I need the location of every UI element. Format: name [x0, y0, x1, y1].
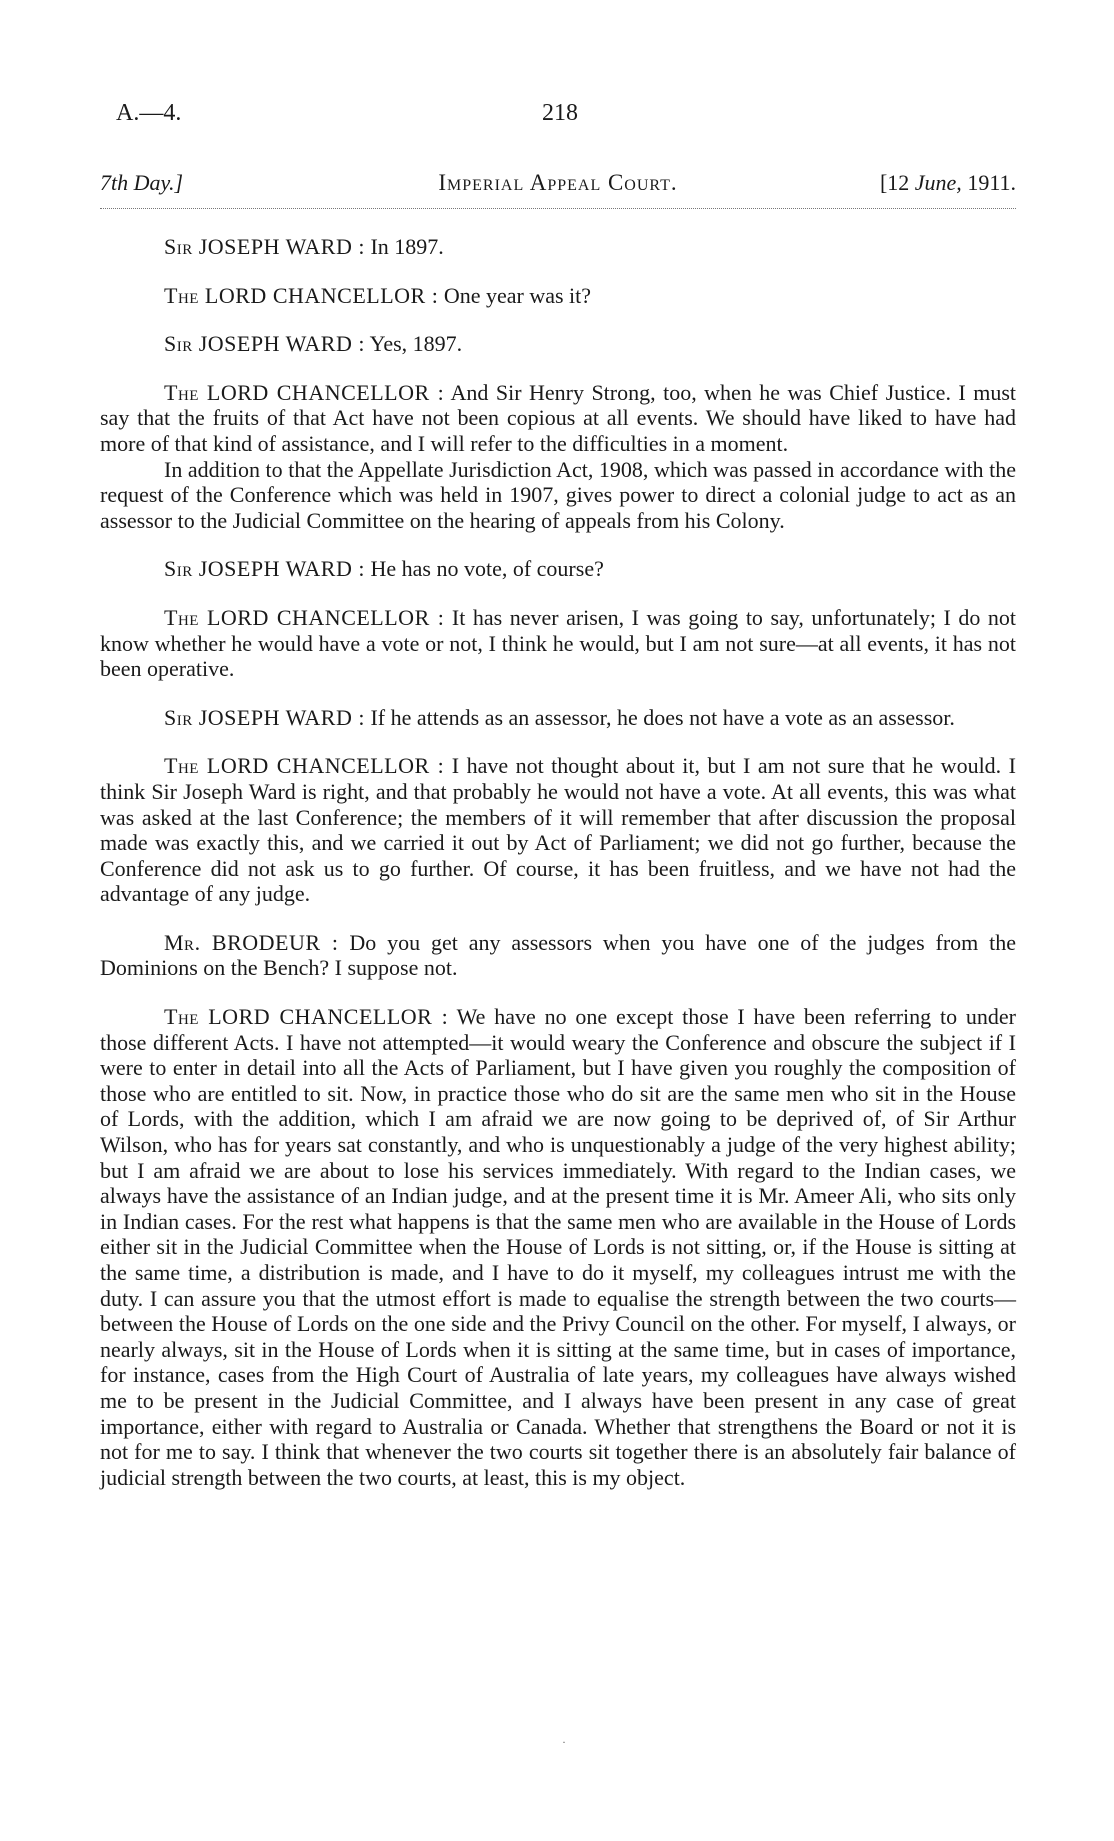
transcript-paragraph	[100, 380, 1016, 457]
paragraph-text: Yes, 1897.	[364, 331, 463, 357]
transcript-paragraph	[100, 556, 1016, 582]
running-head-date	[880, 170, 1016, 196]
speaker-name: Sir JOSEPH WARD :	[164, 234, 365, 259]
paragraph-text: We have no one except those I have been referring to under those different Acts. I have not attempted—it would weary the Conference and obscure the subject if I were to enter in detail into all the Acts of Parliament, but I have given you roughly the composition of those who are entitled to sit. Now, in practice those who do sit are the same men who sit in the House of Lords, with the addition, which I am afraid we are now going to be deprived of, of Sir Arthur Wilson, who has for years sat constantly, and who is unquestionably a judge of the very highest ability; but I am afraid we are about to lose his services immediately. With regard to the Indian cases, we always have the assistance of an Indian judge, and at the present time it is Mr. Ameer Ali, who sits only in Indian cases. For the rest what happens is that the same men who are available in the House of Lords either sit in the Judicial Committee when the House of Lords is not sitting, or, if the House is sitting at the same time, a distribution is made, and I have to do it myself, my colleagues intrust me with the duty. I can assure you that the utmost effort is made to equalise the strength between the two courts—between the House of Lords on the one side and the Privy Council on the other. For myself, I always, or nearly always, sit in the House of Lords when it is sitting at the same time, but in cases of importance, for instance, cases from the High Court of Australia of late years, my colleagues have always wished me to be present in the Judicial Committee, and I always have been present in any case of great importance, either with regard to Australia or Canada. Whether that strengthens the Board or not it is not for me to say. I think that whenever the two courts sit together there is an absolutely fair balance of judicial strength between the two courts, at least, this is my object.	[100, 1004, 1016, 1490]
paragraph-text: In 1897.	[364, 234, 444, 259]
header-rule	[100, 208, 1016, 209]
paragraph-text: It has never arisen, I was going to say, unfortunately; I do not know whether he would have a vote or not, I think he would, but I am not sure—at all events, it has not been operative.	[100, 604, 1016, 682]
paragraph-text: One year was it?	[438, 282, 592, 308]
paragraph-text: If he attends as an assessor, he does not have a vote as an assessor.	[364, 704, 955, 730]
transcript-paragraph	[100, 1004, 1016, 1490]
transcript-body	[100, 234, 1016, 1490]
transcript-paragraph	[100, 705, 1016, 731]
page-top-line	[116, 100, 1004, 132]
transcript-paragraph	[100, 457, 1016, 534]
date-month: June,	[914, 170, 962, 195]
transcript-paragraph	[100, 753, 1016, 907]
date-year: 1911.	[961, 170, 1016, 195]
speaker-name: The LORD CHANCELLOR :	[164, 753, 445, 779]
running-head-day: 7th Day.]	[100, 170, 184, 195]
transcript-paragraph	[100, 605, 1016, 682]
speaker-name: The LORD CHANCELLOR :	[164, 604, 445, 630]
paragraph-text: And Sir Henry Strong, too, when he was Chief Justice. I must say that the fruits of that Act have not been copious at all events. We should have liked to have had more of that kind of assistance, and I will refer to the difficulties in a moment.	[100, 379, 1016, 456]
transcript-paragraph	[100, 930, 1016, 981]
running-head	[100, 170, 1016, 206]
speaker-name: The LORD CHANCELLOR :	[164, 379, 445, 405]
transcript-paragraph	[100, 331, 1016, 357]
speaker-name: The LORD CHANCELLOR :	[164, 282, 439, 308]
speaker-name: The LORD CHANCELLOR :	[164, 1004, 449, 1030]
transcript-paragraph	[100, 234, 1016, 260]
document-reference: A.—4.	[116, 100, 182, 126]
speaker-name: Sir JOSEPH WARD :	[164, 331, 365, 357]
speaker-name: Sir JOSEPH WARD :	[164, 704, 365, 730]
date-bracket: [12	[879, 170, 915, 195]
speaker-name: Sir JOSEPH WARD :	[164, 556, 365, 582]
footer-mark: ·	[562, 1735, 566, 1749]
paragraph-text: I have not thought about it, but I am not sure that he would. I think Sir Joseph Ward is right, and that probably he would not have a vote. At all events, this was what was asked at the last Conference; the members of it will remember that after discussion the proposal made was exactly this, and we carried it out by Act of Parliament; we did not go further, because the Conference did not ask us to go further. Of course, it has been fruitless, and we have not had the advantage of any judge.	[100, 753, 1016, 907]
paragraph-text: Do you get any assessors when you have one of the judges from the Dominions on the Bench? I suppose not.	[100, 929, 1016, 981]
running-head-title: Imperial Appeal Court.	[438, 170, 678, 195]
paragraph-text: He has no vote, of course?	[364, 556, 604, 582]
page-number: 218	[542, 100, 578, 126]
speaker-name: Mr. BRODEUR :	[164, 929, 339, 955]
paragraph-text: In addition to that the Appellate Jurisdiction Act, 1908, which was passed in accordance with the request of the Conference which was held in 1907, gives power to direct a colonial judge to act as an assessor to the Judicial Committee on the hearing of appeals from his Colony.	[100, 456, 1016, 533]
transcript-paragraph	[100, 283, 1016, 309]
